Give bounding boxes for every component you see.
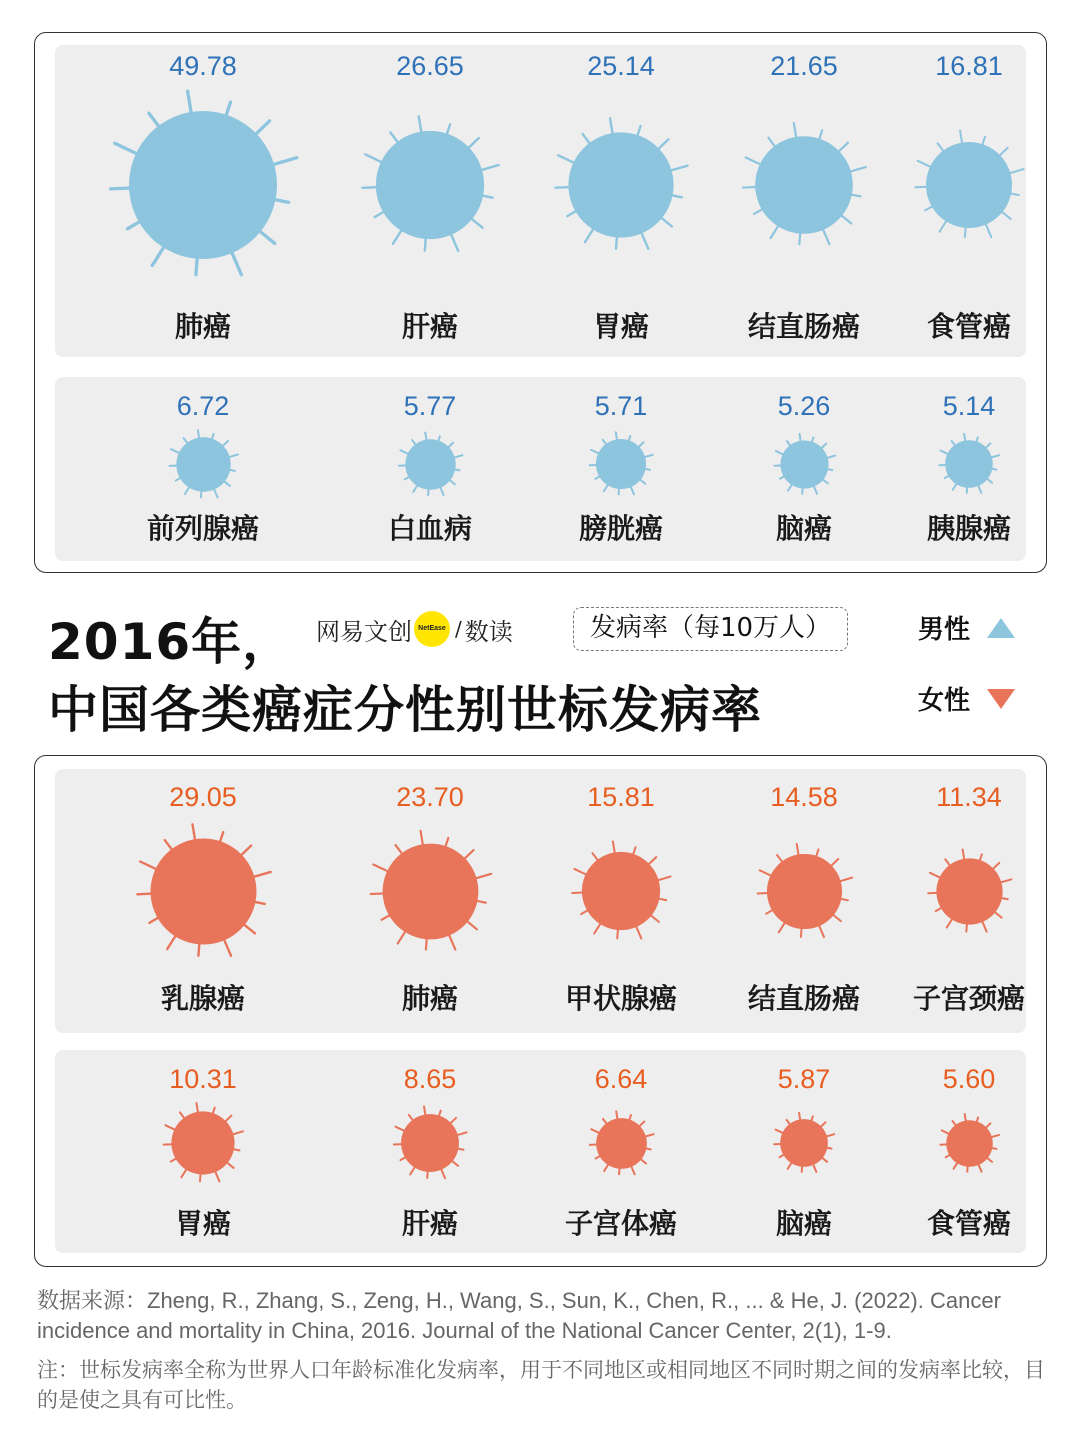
virus-icon (896, 112, 1042, 258)
male-bottom-panel (55, 377, 1026, 561)
brand-logo (316, 612, 513, 646)
unit-label: 发病率（每10万人） (573, 607, 848, 651)
virus-icon (761, 1100, 847, 1186)
virus-icon (576, 1098, 667, 1189)
triangle-down-icon (986, 688, 1016, 710)
virus-icon (740, 827, 869, 956)
value-label: 14.58 (770, 782, 838, 812)
value-label: 8.65 (403, 1064, 457, 1094)
brand-slash: / (455, 617, 462, 641)
cancer-name-label: 白血病 (387, 512, 472, 545)
cancer-name-label: 胃癌 (174, 1207, 231, 1240)
cancer-name-label: 胃癌 (592, 310, 649, 343)
virus-icon (761, 421, 848, 508)
value-label: 11.34 (936, 782, 1002, 812)
female-bottom-panel (55, 1050, 1026, 1253)
cancer-name-label: 膀胱癌 (578, 512, 663, 545)
value-label: 5.71 (594, 391, 648, 421)
chart-title-line2: 中国各类癌症分性别世标发病率 (48, 681, 762, 739)
value-label: 5.87 (777, 1064, 831, 1094)
brand-dot-icon: NetEase (414, 611, 450, 647)
cancer-name-label: 脑癌 (775, 512, 832, 545)
cancer-name-label: 食管癌 (926, 310, 1011, 343)
cancer-name-label: 前列腺癌 (146, 512, 259, 545)
cancer-name-label: 结直肠癌 (747, 982, 860, 1015)
virus-icon (926, 421, 1012, 507)
cancer-name-label: 肝癌 (401, 310, 458, 343)
cancer-name-label: 肝癌 (401, 1207, 458, 1240)
triangle-up-icon (986, 617, 1016, 639)
value-label: 23.70 (396, 782, 464, 812)
brand-name: 网易文创 (316, 617, 412, 646)
footnote: 注：世标发病率全称为世界人口年龄标准化发病率，用于不同地区或相同地区不同时期之间的发病率比较，目的是使之具有可比性。 (37, 1358, 1045, 1412)
cancer-name-label: 食管癌 (926, 1207, 1011, 1240)
value-label: 21.65 (770, 51, 838, 81)
male-chart-frame (34, 32, 1047, 573)
male-top-panel (55, 45, 1026, 357)
virus-icon (533, 97, 709, 273)
cancer-name-label: 结直肠癌 (747, 310, 860, 343)
legend-female (918, 680, 1016, 717)
legend-male (918, 609, 1016, 646)
value-label: 5.14 (942, 391, 996, 421)
virus-icon (115, 803, 292, 980)
virus-icon (379, 1092, 481, 1194)
cancer-name-label: 甲状腺癌 (564, 982, 677, 1015)
female-chart-frame (34, 755, 1047, 1267)
value-label: 6.64 (594, 1064, 648, 1094)
cancer-name-label: 肺癌 (174, 310, 231, 343)
virus-icon (385, 419, 476, 510)
legend-female-label: 女性 (918, 686, 971, 716)
cancer-name-label: 脑癌 (775, 1207, 832, 1240)
value-label: 26.65 (396, 51, 464, 81)
virus-icon (340, 95, 520, 275)
virus-icon (155, 416, 252, 513)
value-label: 49.78 (169, 51, 237, 81)
value-label: 10.31 (169, 1064, 237, 1094)
value-label: 5.60 (942, 1064, 996, 1094)
data-source: 数据来源：Zheng, R., Zhang, S., Zeng, H., Wang, S., Sun, K., Chen, R., ... & He, J. (2022). Cancer incidence and mortality in China, 2016. Journal of the National Cancer Center, 2(1), 1-9. (37, 1288, 1001, 1343)
virus-icon (927, 1101, 1012, 1186)
cancer-name-label: 乳腺癌 (160, 982, 245, 1015)
chart-title-line1: 2016年， (48, 613, 294, 671)
cancer-name-label: 子宫体癌 (564, 1207, 677, 1240)
brand-sub: 数读 (464, 617, 513, 646)
virus-icon (722, 103, 886, 267)
value-label: 15.81 (587, 782, 655, 812)
value-label: 29.05 (169, 782, 237, 812)
value-label: 5.26 (777, 391, 831, 421)
value-label: 6.72 (176, 391, 230, 421)
value-label: 25.14 (587, 51, 655, 81)
virus-icon (912, 834, 1027, 949)
female-top-panel (55, 769, 1026, 1033)
virus-icon (554, 824, 688, 958)
virus-icon (148, 1088, 258, 1198)
virus-icon (576, 419, 666, 509)
value-label: 5.77 (403, 391, 457, 421)
value-label: 16.81 (935, 51, 1003, 81)
cancer-name-label: 子宫颈癌 (912, 982, 1025, 1015)
cancer-name-label: 肺癌 (401, 982, 458, 1015)
virus-icon (82, 64, 324, 306)
cancer-name-label: 胰腺癌 (926, 512, 1011, 545)
legend-male-label: 男性 (918, 615, 971, 645)
virus-icon (350, 811, 511, 972)
